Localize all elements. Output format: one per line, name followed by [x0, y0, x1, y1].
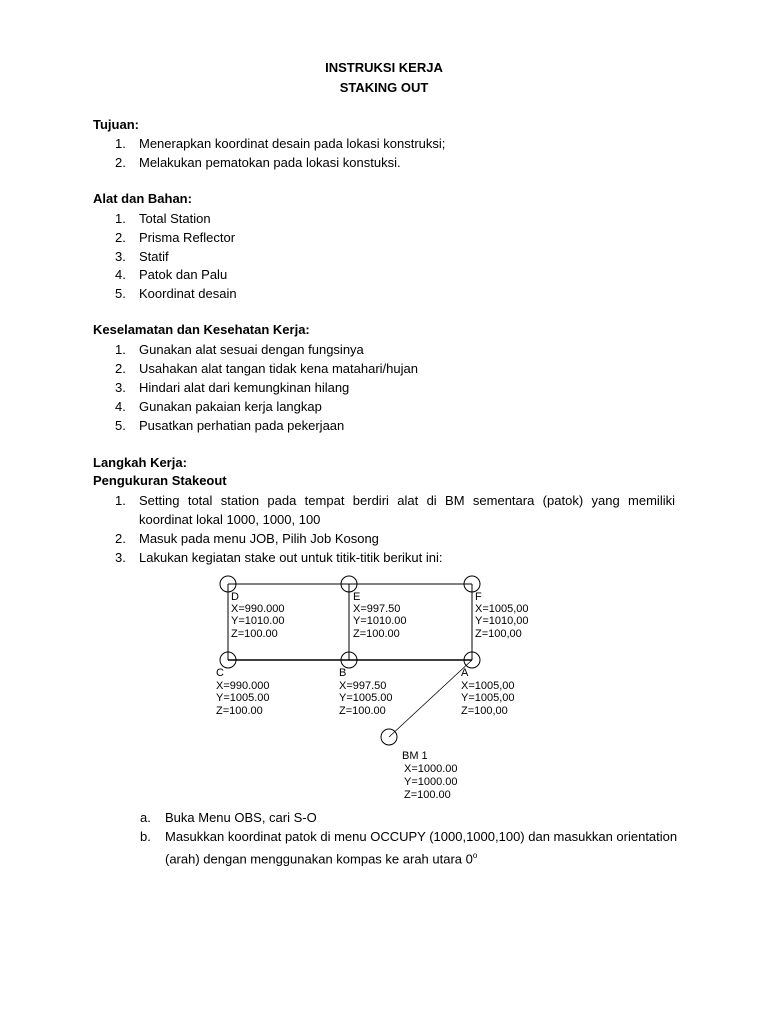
point-label-e: E: [353, 591, 361, 603]
point-label-f: F: [475, 591, 482, 603]
section-heading-langkah: Langkah Kerja:: [93, 455, 187, 470]
point-x-a: X=1005,00: [461, 680, 515, 692]
point-z-d: Z=100.00: [231, 628, 278, 640]
point-label-d: D: [231, 591, 239, 603]
degree-symbol: o: [472, 851, 478, 860]
point-label-a: A: [461, 667, 469, 679]
point-x-e: X=997.50: [353, 603, 401, 615]
point-z-e: Z=100.00: [353, 628, 400, 640]
point-y-a: Y=1005,00: [461, 692, 515, 704]
point-y-bm1: Y=1000.00: [404, 776, 458, 788]
document-title: INSTRUKSI KERJA: [325, 60, 443, 75]
document-subtitle: STAKING OUT: [339, 80, 429, 95]
section-heading-alat: Alat dan Bahan:: [93, 191, 192, 206]
point-y-e: Y=1010.00: [353, 615, 407, 627]
point-y-f: Y=1010,00: [475, 615, 529, 627]
point-x-bm1: X=1000.00: [404, 763, 458, 775]
point-z-b: Z=100.00: [339, 705, 386, 717]
point-label-bm1: BM 1: [402, 750, 428, 762]
section-subheading-stakeout: Pengukuran Stakeout: [93, 473, 227, 488]
point-y-b: Y=1005.00: [339, 692, 393, 704]
point-z-bm1: Z=100.00: [404, 789, 451, 801]
point-y-d: Y=1010.00: [231, 615, 285, 627]
point-x-d: X=990.000: [231, 603, 285, 615]
point-z-f: Z=100,00: [475, 628, 522, 640]
section-heading-k3: Keselamatan dan Kesehatan Kerja:: [93, 322, 310, 337]
point-z-a: Z=100,00: [461, 705, 508, 717]
section-heading-tujuan: Tujuan:: [93, 117, 139, 132]
stakeout-diagram: [200, 570, 529, 810]
point-y-c: Y=1005.00: [216, 692, 270, 704]
sight-line: [389, 660, 472, 737]
point-label-c: C: [216, 667, 224, 679]
point-x-b: X=997.50: [339, 680, 387, 692]
point-z-c: Z=100.00: [216, 705, 263, 717]
point-x-c: X=990.000: [216, 680, 270, 692]
point-x-f: X=1005,00: [475, 603, 529, 615]
point-label-b: B: [339, 667, 347, 679]
